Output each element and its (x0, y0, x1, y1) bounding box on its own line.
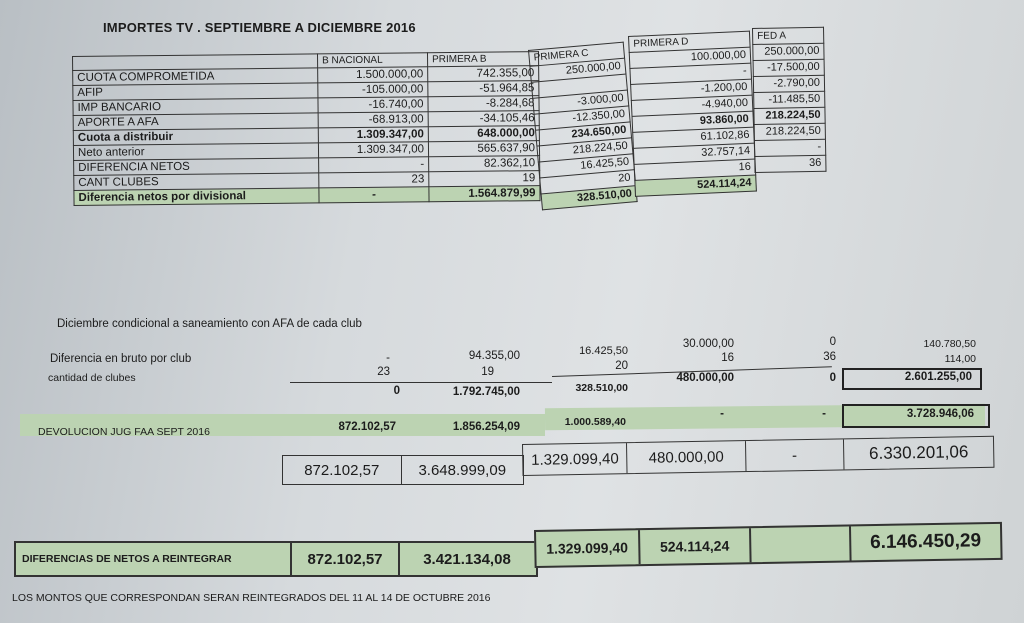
final-row-right (534, 522, 1003, 568)
primera-d-column (628, 31, 757, 197)
bruto-label: Diferencia en bruto por club (50, 353, 192, 365)
bruto-cell: 16.425,50 (579, 345, 628, 357)
header-primera-b: PRIMERA B (427, 52, 538, 67)
total-cell: 2.601.255,00 (904, 371, 972, 383)
row-label: DIFERENCIA NETOS (74, 158, 319, 176)
b-nacional-cell: 1.500.000,00 (318, 67, 428, 83)
final-label: DIFERENCIAS DE NETOS A REINTEGRAR (16, 543, 292, 575)
primera-d-cell: 61.102,86 (633, 127, 755, 148)
sum-row-right (522, 436, 994, 476)
fed-a-cell: -2.790,00 (753, 75, 824, 92)
row-label: Neto anterior (73, 143, 318, 161)
fed-a-cell: 218.224,50 (754, 107, 825, 124)
header-primera-c: PRIMERA C (529, 42, 625, 66)
primera-d-cell: 93.860,00 (632, 111, 754, 132)
primera-c-cell: 218.224,50 (537, 138, 633, 162)
fed-a-cell: 218.224,50 (754, 123, 825, 140)
fed-a-cell: -17.500,00 (753, 59, 824, 76)
row-label: Cuota a distribuir (73, 128, 318, 146)
b-nacional-cell: - (319, 187, 429, 203)
bruto-cell: - (386, 352, 390, 364)
devolucion-cell: 1.000.589,40 (564, 416, 626, 428)
sum-cell: 480.000,00 (627, 441, 746, 473)
primera-d-cell: -4.940,00 (631, 95, 753, 116)
row-label: IMP BANCARIO (73, 98, 318, 116)
primera-b-cell: 565.637,90 (428, 141, 539, 157)
b-nacional-cell: -68.913,00 (318, 112, 428, 128)
primera-b-cell: 648.000,00 (428, 126, 539, 142)
fed-a-cell: - (754, 139, 825, 156)
devolucion-label: DEVOLUCION JUG FAA SEPT 2016 (38, 426, 210, 438)
primera-c-cell: -3.000,00 (533, 90, 629, 114)
sum-row-left (282, 455, 524, 485)
primera-b-cell: 82.362,10 (429, 156, 540, 172)
b-nacional-cell: -16.740,00 (318, 97, 428, 113)
bruto-cell: 140.780,50 (923, 338, 976, 350)
primera-b-cell: 1.564.879,99 (429, 186, 540, 202)
b-nacional-cell: 1.309.347,00 (318, 142, 428, 158)
document-title: IMPORTES TV . SEPTIEMBRE A DICIEMBRE 2016 (103, 20, 416, 35)
devolucion-cell: - (822, 408, 826, 420)
final-cell (751, 526, 851, 562)
primera-b-cell: 19 (429, 171, 540, 187)
clubes-label: cantidad de clubes (48, 372, 136, 384)
primera-d-cell: -1.200,00 (631, 79, 753, 100)
primera-d-cell: 32.757,14 (633, 143, 755, 164)
sum-cell: 6.330.201,06 (868, 442, 969, 463)
devolucion-cell: 1.856.254,09 (452, 421, 520, 433)
fed-a-column (752, 27, 827, 173)
primera-b-cell: -34.105,46 (428, 111, 539, 127)
final-cell: 1.329.099,40 (536, 530, 640, 566)
primera-c-cell: 20 (540, 170, 636, 194)
fed-a-cell: 250.000,00 (753, 43, 824, 60)
primera-c-cell: 16.425,50 (538, 154, 634, 178)
clubes-cell: 16 (721, 352, 734, 364)
primera-b-cell: -8.284,68 (428, 96, 539, 112)
clubes-cell: 23 (377, 366, 390, 378)
devolucion-cell: 872.102,57 (338, 421, 396, 433)
bruto-cell: 94.355,00 (468, 350, 520, 362)
row-label: APORTE A AFA (73, 113, 318, 131)
primera-d-cell: 16 (634, 159, 756, 180)
final-cell: 872.102,57 (292, 543, 400, 575)
total-cell: 0 (393, 385, 400, 397)
header-fed-a: FED A (753, 27, 824, 44)
clubes-cell: 19 (481, 366, 494, 378)
header-primera-d: PRIMERA D (629, 31, 751, 52)
primera-d-cell: - (630, 63, 752, 84)
primera-d-cell: 524.114,24 (635, 175, 757, 196)
sum-cell: 1.329.099,40 (523, 443, 628, 475)
primera-c-cell: 250.000,00 (530, 58, 626, 82)
row-label: CUOTA COMPROMETIDA (73, 68, 318, 86)
primera-b-cell: -51.964,85 (428, 81, 539, 97)
primera-d-cell: 100.000,00 (629, 47, 751, 68)
total-cell: 328.510,00 (575, 382, 628, 394)
final-cell: 6.146.450,29 (869, 530, 982, 554)
total-cell: 480.000,00 (676, 372, 734, 384)
b-nacional-cell: 1.309.347,00 (318, 127, 428, 143)
bruto-cell: 0 (829, 336, 836, 348)
final-row-left (14, 541, 538, 577)
importes-table (72, 51, 541, 206)
header-b-nacional: B NACIONAL (317, 53, 427, 68)
sum-cell: 3.648.999,09 (418, 461, 507, 479)
section-heading: Diciembre condicional a saneamiento con AFA de cada club (57, 318, 362, 330)
clubes-cell: 114,00 (944, 353, 976, 365)
final-cell: 524.114,24 (640, 528, 752, 564)
primera-c-column (528, 42, 638, 211)
b-nacional-cell: -105.000,00 (318, 82, 428, 98)
b-nacional-cell: 23 (319, 172, 429, 188)
primera-c-cell: 328.510,00 (541, 186, 637, 210)
clubes-cell: 20 (615, 360, 628, 372)
row-label: Diferencia netos por divisional (74, 188, 319, 206)
clubes-cell: 36 (823, 351, 836, 363)
row-label: AFIP (73, 83, 318, 101)
subtotal-line (290, 382, 552, 383)
fed-a-cell: 36 (755, 155, 826, 172)
fed-a-cell: -11.485,50 (754, 91, 825, 108)
primera-c-cell: 234.650,00 (536, 122, 632, 146)
sum-cell: - (746, 439, 845, 471)
devolucion-cell: 3.728.946,06 (906, 408, 974, 420)
row-label: CANT CLUBES (74, 173, 319, 191)
primera-b-cell: 742.355,00 (428, 66, 539, 82)
footer-note: LOS MONTOS QUE CORRESPONDAN SERAN REINTEGRADOS DEL 11 AL 14 DE OCTUBRE 2016 (12, 592, 491, 604)
total-cell: 1.792.745,00 (452, 386, 520, 398)
primera-c-cell: -12.350,00 (534, 106, 630, 130)
bruto-cell: 30.000,00 (682, 338, 734, 350)
final-cell: 3.421.134,08 (423, 550, 511, 568)
b-nacional-cell: - (319, 157, 429, 173)
sum-cell: 872.102,57 (283, 456, 402, 484)
total-cell: 0 (829, 372, 836, 384)
devolucion-cell: - (720, 408, 724, 420)
